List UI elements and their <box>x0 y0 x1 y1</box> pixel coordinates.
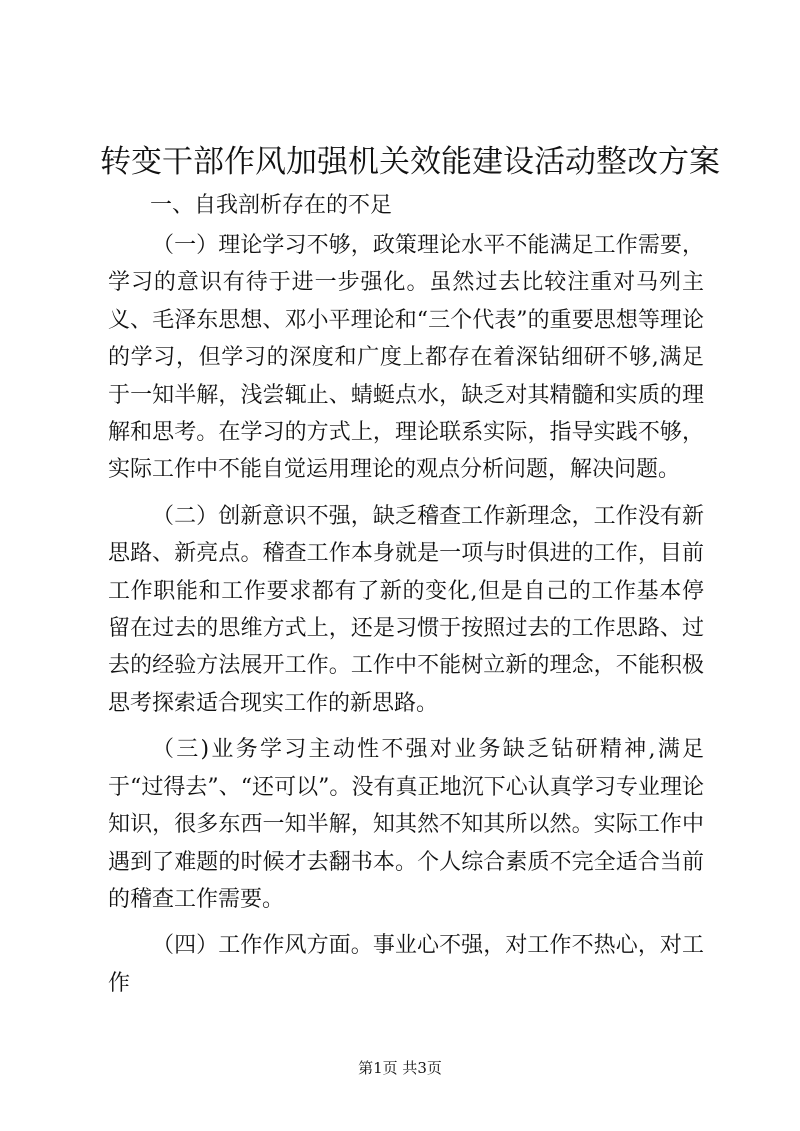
page-footer: 第1页 共3页 <box>358 1059 442 1077</box>
section-heading: 一、自我剖析存在的不足 <box>150 193 393 218</box>
paragraph-1: （一）理论学习不够，政策理论水平不能满足工作需要，学习的意识有待于进一步强化。虽然过去比较注重对马列主义、毛泽东思想、邓小平理论和“三个代表”的重要思想等理论的学习，但学习的深度和广度上都存在着深钻细研不够,满足于一知半解，浅尝辄止、蜻蜓点水，缺乏对其精髓和实质的理解和思考。在学习的方式上，理论联系实际，指导实践不够，实际工作中不能自觉运用理论的观点分析问题，解决问题。 <box>108 233 704 483</box>
document-title: 转变干部作风加强机关效能建设活动整改方案 <box>100 144 720 180</box>
document-body <box>108 227 704 1011</box>
paragraph-4: （四）工作作风方面。事业心不强，对工作不热心，对工作 <box>108 933 704 996</box>
paragraph-3: （三)业务学习主动性不强对业务缺乏钻研精神,满足于“过得去”、“还可以”。没有真正地沉下心认真学习专业理论知识，很多东西一知半解，知其然不知其所以然。实际工作中遇到了难题的时候才去翻书本。个人综合素质不完全适合当前的稽查工作需要。 <box>108 737 704 912</box>
paragraph-2: （二）创新意识不强，缺乏稽查工作新理念，工作没有新思路、新亮点。稽查工作本身就是一项与时俱进的工作，目前工作职能和工作要求都有了新的变化,但是自己的工作基本停留在过去的思维方式上，还是习惯于按照过去的工作思路、过去的经验方法展开工作。工作中不能树立新的理念，不能积极思考探索适合现实工作的新思路。 <box>108 503 704 716</box>
